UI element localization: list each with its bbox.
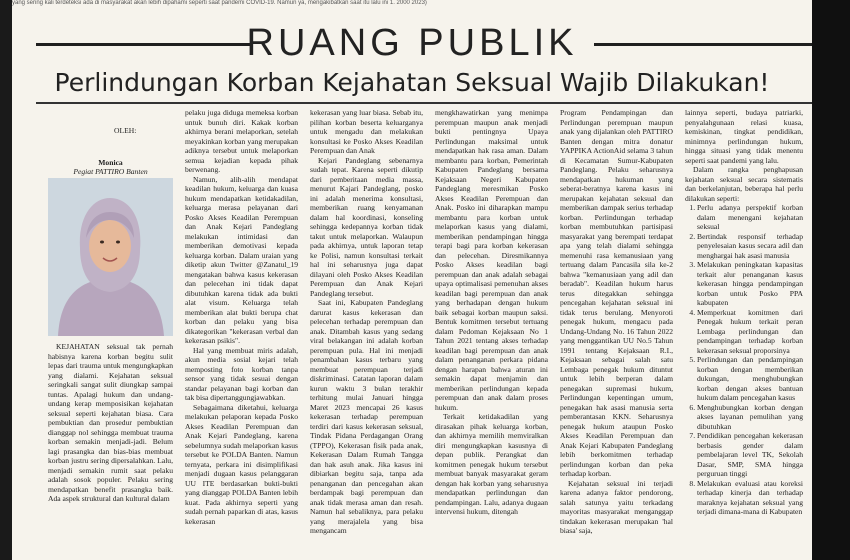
list-item: 3. Melakukan peningkatan kapasitas terkait alur penanganan kasus kekerasan hingga pendampingan korban untuk Posko PPA kabupaten [697, 260, 803, 308]
lead-paragraph: KEJAHATAN seksual tak pernah habisnya karena korban begitu sulit lepas dari trauma untuk mengungkapkan yang dialami. Kejahatan seksual seringkali sangat sulit diungkap sampai tuntas. Apalagi hukum dan undang-undang kerap memposisikan kejahatan seksual seperti kejahatan biasa. Cara pembuktian dan prosedur pembuktian dianggap nol sehingga membuat trauma korban semakin menjadi-jadi. Belum lagi prasangka dan bias-bias membuat korban justru sering dipersalahkan. Lalu, menjadi semakin rumit saat pelaku adalah sosok populer. Pelaku sering mendapatkan benefit prasangka baik. Ada aspek struktural dan kultural dalam [48, 342, 173, 503]
paragraph: Saat ini, Kabupaten Pandeglang darurat kasus kekerasan dan pelecehan terhadap perempuan dan anak. Ditambah kasus yang sedang viral belakangan ini adalah korban perempuan pula. Hal ini menjadi penambahan kasus terbaru yang membuat perempuan terjadi diskriminasi. Catatan laporan dalam kurun waktu 3 bulan terakhir terhitung mulai Januari hingga Maret 2023 mencapai 26 kasus kekerasan terhadap perempuan terdiri dari kasus kekerasan seksual, Tindak Pidana Perdagangan Orang (TPPO), Kekerasan fisik pada anak, Kekerasan Dalam Rumah Tangga dan hak asuh anak. Jika kasus ini dibiarkan begitu saja, tanpa ada penanganan dan pencegahan akan berdampak bagi perempuan dan anak tidak merasa aman dan resah. Namun hal sebaliknya, para pelaku yang merajalela yang bisa mengancam [310, 298, 423, 535]
list-item: 7. Pendidikan pencegahan kekerasan berbasis gender dalam pembelajaran level TK, Sekolah Dasar, SMP, SMA hingga perguruan tinggi [697, 431, 803, 479]
author-name: Monica [98, 157, 123, 167]
list-item: 4. Memperkuat komitmen dari Penegak hukum terkait peran Lembaga perlindungan dan pendampingan terhadap korban kekerasan seksual proporsinya [697, 308, 803, 356]
previous-page-overflow-text: yang sering kali terdeteksi ada di masyarakat akan lebih dipahami seperti saat pandemi COVID-19. Namun ya, mengakibatkan saat itu lalu ini 1. 2000 2023) [12, 0, 427, 6]
paragraph: Namun, alih-alih mendapat keadilan hukum, keluarga dan kuasa hukum mendapatkan ketidakadilan, keluarga merasa pelayanan dari Posko Akses Keadilan Perempuan dan Anak Kejari Pandeglang melakukan intimidasi dan memberikan demotivasi kepada keluarga korban. Dalam uraian yang diketip akun Twitter @Zanatul_19 mengatakan bahwa kasus kekerasan dan pelecehan ini tidak dapat dibutuhkan karena tidak ada bukti alat visum. Keluarga telah memberikan alat bukti berupa chat korban dan pelaku yang bisa dikategorikan "kekerasan verbal dan kekerasan psikis". [185, 174, 298, 345]
paragraph: mengkhawatirkan yang menimpa perempuan maupun anak menjadi bukti pentingnya Upaya Perlindungan maksimal untuk mendapatkan hak rasa aman. Dalam membantu para korban, Pemerintah Kabupaten Pandeglang bersama Kejaksaan Negeri Kabupaten Pandeglang meresmikan Posko Akses Keadilan Perempuan dan Anak. Posko ini diharapkan mampu membantu para korban untuk melaporkan kasus yang dialami, memberikan pendampingan hingga terapi bagi para korban kekerasan dan pelecehan. Diresmikannya Posko Akses keadilan bagi perempuan dan anak adalah sebagai upaya optimalisasi pemenuhan akses keadilan bagi perempuan dan anak yang berhadapan dengan hukum baik sebagai korban maupun saksi. Bentuk komitmen tersebut tertuang dalam Pedoman Kejaksaan No 1 Tahun 2021 tentang akses terhadap keadilan bagi perempuan dan anak dalam penanganan perkara pidana dengan harapan bahwa aturan ini semakin dapat menjamin dan memberikan perlindungan kepada perempuan dan anak dalam proses hukum. [435, 108, 548, 412]
list-item: 5. Perlindungan dan pendampingan korban dengan memberikan dukungan, menghubungkan korban dengan akses bantuan hukum dalam pencegahan kasus [697, 355, 803, 403]
article-column-1 [185, 108, 298, 560]
newspaper-page [12, 0, 812, 560]
paragraph: Terkait ketidakadilan yang dirasakan pihak keluarga korban, dan akhirnya memilih memviralkan diri mengungkapkan kasusnya di depan publik. Perangkat dan komitmen penegak hukum tersebut membuat banyak masyarakat geram dengan hak korban yang seharusnya mendapatkan perlindungan dan pendampingan. Lalu, adanya dugaan intervensi hukum, ditengah [435, 412, 548, 516]
paragraph: pelaku juga diduga memeksa korban untuk bunuh diri. Kakak korban akhirnya berani melaporkan, setelah meyakinkan korban yang merupakan adiknya tersebut untuk melaporkan semua kejadian kepada pihak berwenang. [185, 108, 298, 174]
article-column-3 [435, 108, 548, 560]
list-item: 6. Menghubungkan korban dengan akses layanan pemulihan yang dibutuhkan [697, 403, 803, 432]
section-header [12, 22, 812, 64]
list-item: 8. Melakukan evaluasi atau koreksi terhadap kinerja dan terhadap maraknya kejahatan seksual yang terjadi dimana-mana di Kabupaten [697, 479, 803, 517]
recommendation-list [685, 203, 803, 517]
paragraph: Dalam rangka penghapusan kejahatan seksual secara sistematis dan berkelanjutan, beberapa hal perlu dilakukan seperti: [685, 165, 803, 203]
paragraph: Sebagaimana diketahui, keluarga melakukan pelaporan kepada Posko Akses Keadilan Perempuan dan Anak Kejari Pandeglang, karena sebelumnya sudah melaporkan kasus tersebut ke POLDA Banten. Namun ternyata, perkara ini disimplifikasi menjadi dugaan kasus pelanggaran UU ITE berdasarkan bukti-bukti yang dianggap POLDA Banten lebih kuat. Pada akhirnya seperti yang sudah pernah paparkan di atas, kasus kekerasan [185, 402, 298, 526]
article-column-2 [310, 108, 423, 560]
dark-edge [812, 0, 850, 560]
author-photo-icon [48, 178, 173, 336]
lead-column [48, 342, 173, 560]
author-photo [48, 178, 173, 336]
author-role: Pegiat PATTIRO Banten [73, 167, 148, 176]
paragraph: Hal yang membuat miris adalah, akun media sosial kejari telah memposting foto korban tanpa sensor yang tidak sesuai dengan standar pelayanan bagi korban dan tak bisa dipertanggungjawabkan. [185, 345, 298, 402]
article-headline: Perlindungan Korban Kejahatan Seksual Wajib Dilakukan! [54, 68, 770, 97]
paragraph: Kejari Pandeglang sebenarnya sudah tepat. Karena seperti dikutip dari pemberitaan media massa, menurut Kajari Pandeglang, posko ini adalah menerima konsultasi, memberikan ruang kenyamanan dalam hal koordinasi, konseling sehingga kedepannya korban tidak takut untuk melaporkan. Walaupun pada akhirnya, untuk laporan tetap ke Polisi, namun konsultasi terkait hal ini seharusnya juga dapat dilayani oleh Posko Akses Keadilan Perempuan dan Anak Kejari Pandeglang tersebut. [310, 155, 423, 298]
section-title: RUANG PUBLIK [246, 22, 578, 64]
paragraph: kekerasan yang luar biasa. Sebab itu, pilihan korban beserta keluarganya untuk mengadu dan melakukan konsultasi ke Posko Akses Keadilan Perempuan dan Anak [310, 108, 423, 155]
article-column-4 [560, 108, 673, 560]
byline-oleh: OLEH: [114, 126, 137, 135]
list-item: 1. Perlu adanya perspektif korban dalam menengani kejahatan seksual [697, 203, 803, 232]
headline-rule [36, 102, 812, 104]
paragraph: Program Pendampingan dan Perlindungan perempuan maupun anak yang dijalankan oleh PATTIRO Banten dengan mitra donatur YAPPIKA ActionAid selama 3 tahun di Kecamatan Sumur-Kabupaten Pandeglang. Pelaku seharusnya mendapatkan hukuman yang seberat-beratnya karena kasus ini merupakan kejahatan seksual dan memberikan dampak serius terhadap korban. Perlindungan terhadap korban membutuhkan partisipasi masyarakat yang berempati terdapat apa yang telah dialami sehingga memenuhi rasa kemanusiaan yang tertuang dalam Pancasila sila ke-2 bahwa "kemanusiaan yang adil dan beradab". Keadilan hukum harus terus ditegakkan sehingga pencegahan kejahatan seksual ini tidak terus berulang. Menyoroti penegak hukum, mengacu pada Undang-Undang No. 16 Tahun 2022 yang menggantikan UU No.5 Tahun 1991 tentang Kejaksaan R.I., Kejaksaan sebagai salah satu Lembaga penegak hukum dituntut untuk lebih berperan dalam penegakan supremasi hukum, Perlindungan kepentingan umum, penegakan hak asasi manusia serta pemberantasan KKN. Seharusnya penegak hukum ataupun Posko Akses Keadilan Perempuan dan Anak Kejari Kabupaten Pandeglang lebih berkomitmen terhadap perlindungan korban dan peka terhadap korban. [560, 108, 673, 478]
paragraph: lainnya seperti, budaya patriarki, penyalahgunaan relasi kuasa, kemiskinan, tingkat pendidikan, minimnya perlindungan hukum, hingga situasi yang tidak menentu seperti saat pandemi yang lalu. [685, 108, 803, 165]
list-item: 2. Bertindak responsif terhadap penyelesaian kasus secara adil dan menghargai hak asasi manusia [697, 232, 803, 261]
paragraph: Kejahatan seksual ini terjadi karena adanya faktor pendorong, salah satunya yaitu terkadang mayoritas masyarakat menganggap tindakan kekerasan merupakan 'hal biasa' saja, [560, 478, 673, 535]
article-column-5 [685, 108, 803, 560]
